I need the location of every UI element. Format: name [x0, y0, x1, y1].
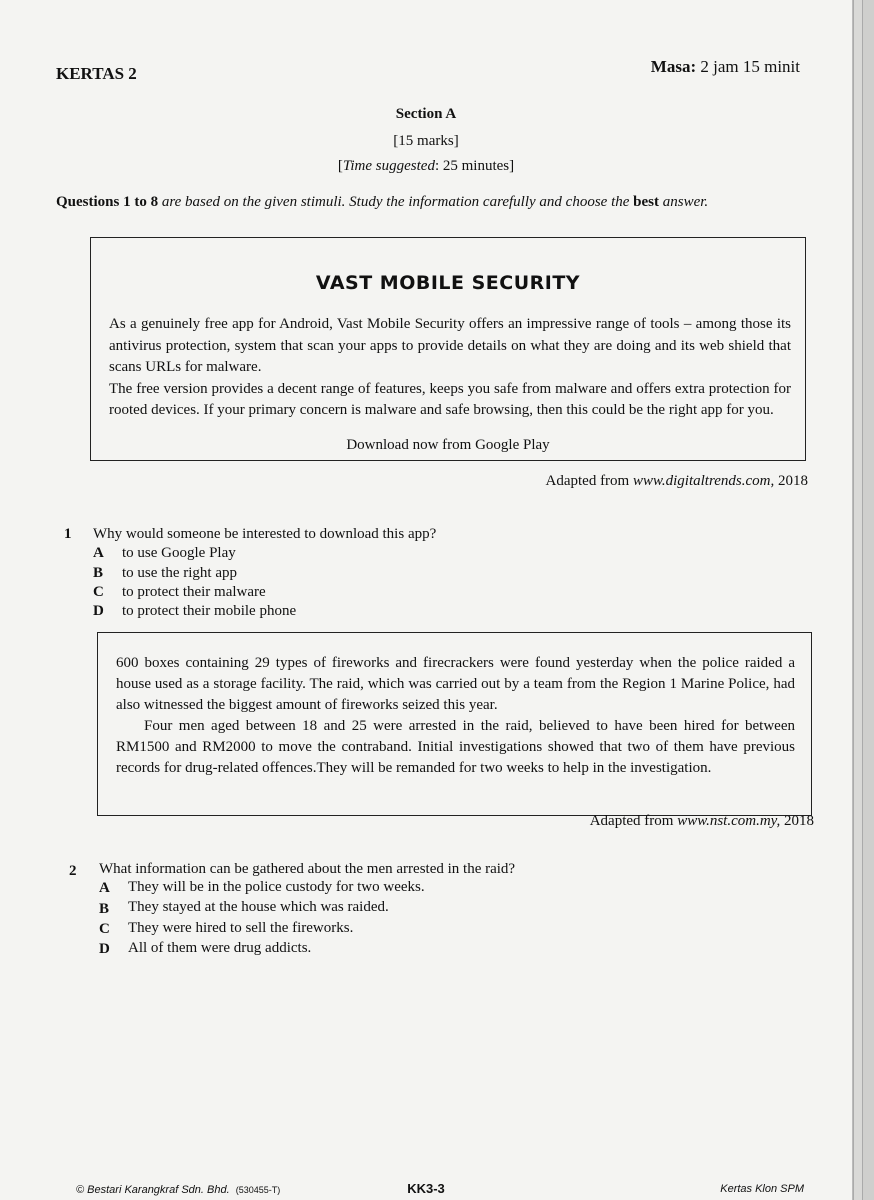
stimulus-paragraph: 600 boxes containing 29 types of fireworks and firecrackers were found yesterday when the police raided a house used as a storage facility. The raid, which was carried out by a team from the Region 1 Marine Police, had also witnessed the biggest amount of fireworks seized this year. — [116, 655, 795, 713]
source-citation — [590, 813, 814, 830]
instructions-end: answer. — [659, 194, 709, 210]
option-letter[interactable]: B — [93, 565, 104, 581]
stimulus-paragraph: Four men aged between 18 and 25 were arrested in the raid, believed to have been hired for between RM1500 and RM2000 to move the contraband. Initial investigations showed that two of them have previous records for drug-related offences.They will be remanded for two weeks to help in the investigation. — [116, 718, 795, 776]
instructions-emphasis: best — [633, 194, 659, 210]
stimulus-body — [116, 653, 795, 779]
option-letter[interactable]: C — [93, 584, 104, 600]
download-note: Download now from Google Play — [346, 437, 550, 453]
option-letter[interactable]: A — [99, 880, 110, 896]
time-suggested-label: Time suggested — [342, 158, 435, 174]
source-year: 2018 — [780, 813, 814, 829]
section-time-suggested — [0, 158, 852, 175]
time-allowed — [651, 57, 800, 77]
source-prefix: Adapted from — [589, 813, 678, 829]
source-url: www.nst.com.my, — [677, 813, 781, 829]
instructions-range: Questions 1 to 8 — [56, 194, 159, 210]
question-number: 1 — [64, 526, 72, 542]
source-year: 2018 — [774, 473, 808, 489]
stimulus-title: VAST MOBILE SECURITY — [315, 272, 581, 294]
publisher-name: © Bestari Karangkraf Sdn. Bhd. — [76, 1184, 230, 1196]
option-text[interactable]: to protect their malware — [122, 584, 266, 600]
option-text[interactable]: All of them were drug addicts. — [128, 940, 312, 956]
option-text[interactable]: They were hired to sell the fireworks. — [128, 920, 354, 936]
option-letter[interactable]: A — [93, 545, 104, 561]
option-text[interactable]: to protect their mobile phone — [122, 603, 297, 619]
series-name: Kertas Klon SPM — [720, 1183, 804, 1195]
section-marks: [15 marks] — [393, 133, 459, 149]
option-text[interactable]: They stayed at the house which was raided. — [128, 899, 389, 915]
option-letter[interactable]: B — [99, 901, 110, 917]
stimulus-box-app — [90, 237, 806, 461]
time-suggested-open: [ — [337, 158, 343, 174]
question-text: What information can be gathered about the men arrested in the raid? — [99, 861, 516, 877]
option-letter[interactable]: D — [99, 941, 110, 957]
stimulus-paragraph: As a genuinely free app for Android, Vast Mobile Security offers an impressive range of tools – among those its antivirus protection, system that scan your apps to provide details on what they are doing and its web shield that scans URLs for malware. — [109, 316, 791, 375]
instructions — [56, 194, 708, 211]
source-prefix: Adapted from — [545, 473, 633, 489]
source-citation — [546, 473, 809, 490]
option-text[interactable]: They will be in the police custody for two weeks. — [128, 879, 425, 895]
question-text: Why would someone be interested to download this app? — [93, 526, 437, 542]
option-letter[interactable]: C — [99, 921, 110, 937]
instructions-text: are based on the given stimuli. Study the information carefully and choose the — [158, 194, 634, 210]
question-number: 2 — [69, 863, 77, 879]
stimulus-paragraph: The free version provides a decent range of features, keeps you safe from malware and offers extra protection for rooted devices. If your primary concern is malware and safe browsing, then this could be the right app for you. — [109, 380, 791, 418]
paper-label: KERTAS 2 — [56, 64, 137, 83]
time-value: 2 jam 15 minit — [700, 57, 800, 76]
source-url: www.digitaltrends.com, — [632, 473, 775, 489]
page-edge — [853, 0, 862, 1200]
option-text[interactable]: to use the right app — [122, 565, 237, 581]
stimulus-body — [109, 314, 791, 422]
option-text[interactable]: to use Google Play — [122, 545, 236, 561]
time-label: Masa: — [650, 57, 697, 76]
page-edge — [862, 0, 874, 1200]
time-suggested-value: : 25 minutes] — [434, 158, 515, 174]
option-letter[interactable]: D — [93, 603, 104, 619]
page-code: KK3-3 — [407, 1181, 445, 1196]
stimulus-box-news — [97, 632, 812, 816]
section-title: Section A — [395, 106, 457, 122]
publisher-reg: (530455-T) — [235, 1185, 281, 1195]
